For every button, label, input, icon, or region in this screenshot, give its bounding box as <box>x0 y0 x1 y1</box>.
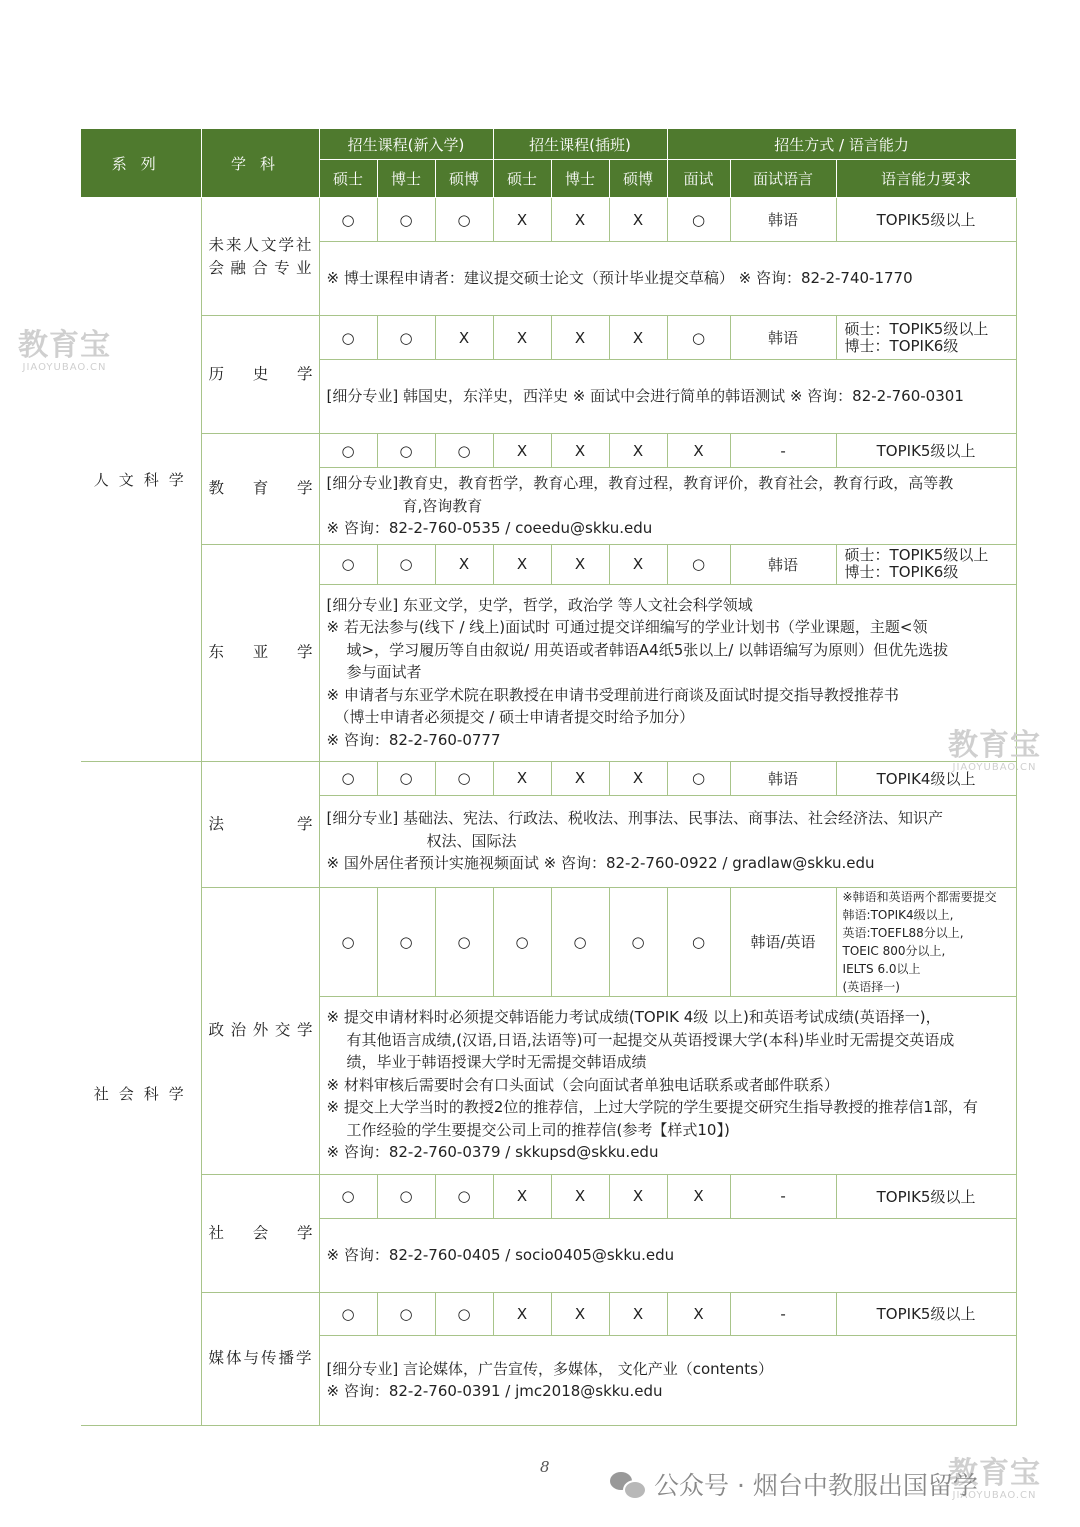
mark-cell: ○ <box>667 316 730 360</box>
watermark-brand: 教育宝 <box>948 1456 1041 1491</box>
mark-cell: ○ <box>667 544 730 584</box>
interview-language: 韩语 <box>730 761 836 795</box>
table-row <box>81 1174 1016 1218</box>
note-line: 育,咨询教育 <box>402 496 483 515</box>
watermark-brand: 教育宝 <box>18 328 111 363</box>
req-line: 博士：TOPIK6级 <box>844 563 959 581</box>
note-line: 工作经验的学生要提交公司上司的推荐信(参考【样式10】) <box>346 1120 730 1139</box>
watermark-domain: JIAOYUBAO.CN <box>952 762 1037 773</box>
mark-cell: X <box>609 1292 667 1335</box>
interview-language: 韩语 <box>730 316 836 360</box>
header-sub: 面试 <box>667 160 730 198</box>
note-line: ※ 国外居住者预计实施视频面试 ※ 咨询：82-2-760-0922 / gradlaw@skku.edu <box>326 854 875 873</box>
mark-cell: X <box>609 434 667 468</box>
mark-cell: ○ <box>377 434 435 468</box>
interview-language: 韩语 <box>730 544 836 584</box>
note-line: （博士申请者必须提交 / 硕士申请者提交时给予加分） <box>334 708 695 727</box>
table-row <box>81 761 1016 795</box>
mark-cell: ○ <box>551 887 609 996</box>
mark-cell: X <box>493 761 551 795</box>
mark-cell: ○ <box>609 887 667 996</box>
mark-cell: ○ <box>435 198 493 242</box>
header-series: 系列 <box>81 129 201 198</box>
dept-name: 东亚学 <box>201 544 319 761</box>
series-social-sciences: 社会科学 <box>81 761 201 1425</box>
req-line: TOEIC 800分以上, <box>842 943 946 958</box>
mark-cell: ○ <box>377 544 435 584</box>
note-line: [细分专业]教育史，教育哲学，教育心理，教育过程，教育评价，教育社会，教育行政，高等教 <box>326 474 954 492</box>
mark-cell: ○ <box>377 316 435 360</box>
note-cell <box>319 1218 1016 1292</box>
mark-cell: ○ <box>667 761 730 795</box>
req-line: (英语择一) <box>842 979 900 994</box>
mark-cell: X <box>551 434 609 468</box>
note-line: [细分专业] 基础法、宪法、行政法、税收法、刑事法、民事法、商事法、社会经济法、知识产 <box>326 809 943 828</box>
mark-cell: ○ <box>377 1174 435 1218</box>
table-row <box>81 198 1016 242</box>
footer-text: 公众号 · 烟台中教服出国留学 <box>654 1471 978 1500</box>
dept-name: 教育学 <box>201 434 319 545</box>
mark-cell: X <box>609 544 667 584</box>
mark-cell: ○ <box>319 761 377 795</box>
interview-language: 韩语 <box>730 198 836 242</box>
mark-cell: X <box>493 544 551 584</box>
dept-name: 媒体与传播学 <box>201 1292 319 1425</box>
mark-cell: ○ <box>377 1292 435 1335</box>
header-sub: 面试语言 <box>730 160 836 198</box>
header-sub: 硕博 <box>609 160 667 198</box>
header-sub: 硕博 <box>435 160 493 198</box>
language-requirement: TOPIK5级以上 <box>836 198 1016 242</box>
page-number: 8 <box>540 1458 550 1476</box>
req-line: IELTS 6.0以上 <box>842 961 921 976</box>
req-line: 硕士：TOPIK5级以上 <box>844 546 989 564</box>
note-line: ※ 博士课程申请者：建议提交硕士论文（预计毕业提交草稿） ※ 咨询：82-2-740-1770 <box>326 269 913 288</box>
mark-cell: X <box>551 761 609 795</box>
header-sub: 硕士 <box>319 160 377 198</box>
dept-name: 未来人文学社会融合专业 <box>201 198 319 316</box>
mark-cell: ○ <box>319 198 377 242</box>
interview-language: - <box>730 1292 836 1335</box>
mark-cell: X <box>493 1292 551 1335</box>
interview-language: - <box>730 1174 836 1218</box>
mark-cell: X <box>493 316 551 360</box>
mark-cell: X <box>609 1174 667 1218</box>
table-row <box>81 316 1016 360</box>
note-line: ※ 咨询：82-2-760-0379 / skkupsd@skku.edu <box>326 1143 659 1162</box>
table-row <box>81 1292 1016 1335</box>
note-line: ※ 材料审核后需要时会有口头面试（会向面试者单独电话联系或者邮件联系） <box>326 1075 839 1094</box>
mark-cell: X <box>609 316 667 360</box>
watermark-domain: JIAOYUBAO.CN <box>952 1490 1037 1501</box>
header-dept: 学科 <box>201 129 319 198</box>
note-line: [细分专业] 东亚文学，史学，哲学，政治学 等人文社会科学领域 <box>326 595 753 614</box>
req-line: 博士：TOPIK6级 <box>844 336 959 355</box>
watermark <box>948 730 1041 774</box>
mark-cell: ○ <box>493 887 551 996</box>
watermark <box>18 330 111 374</box>
header-sub: 语言能力要求 <box>836 160 1016 198</box>
watermark-brand: 教育宝 <box>948 728 1041 763</box>
mark-cell: X <box>551 544 609 584</box>
mark-cell: ○ <box>667 887 730 996</box>
mark-cell: ○ <box>435 887 493 996</box>
req-line: 韩语:TOPIK4级以上, <box>842 907 954 922</box>
note-cell <box>319 360 1016 434</box>
note-cell <box>319 242 1016 316</box>
note-line: ※ 提交申请材料时必须提交韩语能力考试成绩(TOPIK 4级 以上)和英语考试成绩(英语择一)， <box>326 1008 941 1027</box>
language-requirement: TOPIK5级以上 <box>836 1174 1016 1218</box>
footer <box>610 1466 978 1502</box>
note-cell <box>319 1335 1016 1425</box>
mark-cell: ○ <box>435 1292 493 1335</box>
language-requirement <box>836 544 1016 584</box>
mark-cell: X <box>667 1174 730 1218</box>
header-method: 招生方式 / 语言能力 <box>667 129 1016 160</box>
req-line: ※韩语和英语两个都需要提交 <box>842 889 997 904</box>
req-line: 英语:TOEFL88分以上, <box>842 925 964 940</box>
interview-language: - <box>730 434 836 468</box>
note-line: 有其他语言成绩,(汉语,日语,法语等)可一起提交从英语授课大学(本科)毕业时无需提交英语成 <box>346 1030 955 1049</box>
mark-cell: X <box>667 434 730 468</box>
note-cell <box>319 795 1016 887</box>
note-line: ※ 咨询：82-2-760-0391 / jmc2018@skku.edu <box>326 1382 663 1400</box>
mark-cell: X <box>667 1292 730 1335</box>
interview-language: 韩语/英语 <box>730 887 836 996</box>
mark-cell: X <box>493 198 551 242</box>
mark-cell: X <box>551 316 609 360</box>
header-transfer: 招生课程(插班) <box>493 129 667 160</box>
note-line: ※ 申请者与东亚学术院在职教授在申请书受理前进行商谈及面试时提交指导教授推荐书 <box>326 685 899 704</box>
header-sub: 博士 <box>377 160 435 198</box>
dept-name: 政治外交学 <box>201 887 319 1174</box>
dept-name: 法学 <box>201 761 319 887</box>
mark-cell: ○ <box>319 316 377 360</box>
mark-cell: X <box>551 1174 609 1218</box>
series-humanities: 人文科学 <box>81 198 201 762</box>
language-requirement: TOPIK5级以上 <box>836 1292 1016 1335</box>
mark-cell: ○ <box>319 544 377 584</box>
mark-cell: ○ <box>319 1292 377 1335</box>
mark-cell: X <box>609 198 667 242</box>
language-requirement: TOPIK5级以上 <box>836 434 1016 468</box>
mark-cell: ○ <box>319 1174 377 1218</box>
note-line: [细分专业] 言论媒体，广告宣传，多媒体， 文化产业（contents） <box>326 1359 773 1378</box>
note-line: [细分专业] 韩国史，东洋史，西洋史 ※ 面试中会进行简单的韩语测试 ※ 咨询：82-2-760-0301 <box>326 387 964 406</box>
note-line: 域>，学习履历等自由叙说/ 用英语或者韩语A4纸5张以上/ 以韩语编写为原则）但优先选拔 <box>346 640 949 659</box>
watermark-domain: JIAOYUBAO.CN <box>22 362 107 373</box>
mark-cell: ○ <box>435 761 493 795</box>
mark-cell: ○ <box>435 434 493 468</box>
header-new-admission: 招生课程(新入学) <box>319 129 493 160</box>
table-row <box>81 544 1016 584</box>
note-cell <box>319 468 1016 545</box>
note-line: ※ 提交上大学当时的教授2位的推荐信，上过大学院的学生要提交研究生指导教授的推荐信1部，有 <box>326 1098 978 1117</box>
mark-cell: X <box>551 198 609 242</box>
note-line: ※ 咨询：82-2-760-0777 <box>326 730 501 749</box>
language-requirement <box>836 887 1016 996</box>
note-line: ※ 若无法参与(线下 / 线上)面试时 可通过提交详细编写的学业计划书（学业课题，主题<领 <box>326 618 928 637</box>
wechat-icon <box>610 1470 646 1498</box>
note-cell <box>319 996 1016 1174</box>
mark-cell: ○ <box>319 434 377 468</box>
note-line: 绩，毕业于韩语授课大学时无需提交韩语成绩 <box>346 1053 647 1072</box>
mark-cell: X <box>493 434 551 468</box>
table-row <box>81 887 1016 996</box>
mark-cell: ○ <box>319 887 377 996</box>
mark-cell: ○ <box>377 887 435 996</box>
mark-cell: X <box>435 544 493 584</box>
note-line: 权法、国际法 <box>426 831 517 850</box>
header-sub: 博士 <box>551 160 609 198</box>
mark-cell: X <box>609 761 667 795</box>
mark-cell: X <box>435 316 493 360</box>
note-line: ※ 咨询：82-2-760-0405 / socio0405@skku.edu <box>326 1245 675 1264</box>
note-line: ※ 咨询：82-2-760-0535 / coeedu@skku.edu <box>326 519 653 537</box>
req-line: 硕士：TOPIK5级以上 <box>844 319 989 338</box>
header-sub: 硕士 <box>493 160 551 198</box>
language-requirement <box>836 316 1016 360</box>
mark-cell: X <box>551 1292 609 1335</box>
note-cell <box>319 584 1016 761</box>
mark-cell: ○ <box>435 1174 493 1218</box>
mark-cell: ○ <box>377 761 435 795</box>
mark-cell: ○ <box>667 198 730 242</box>
admissions-table <box>81 128 1017 1426</box>
note-line: 参与面试者 <box>346 663 422 682</box>
mark-cell: ○ <box>377 198 435 242</box>
dept-name: 社会学 <box>201 1174 319 1292</box>
language-requirement: TOPIK4级以上 <box>836 761 1016 795</box>
table-row <box>81 434 1016 468</box>
mark-cell: X <box>493 1174 551 1218</box>
dept-name: 历史学 <box>201 316 319 434</box>
